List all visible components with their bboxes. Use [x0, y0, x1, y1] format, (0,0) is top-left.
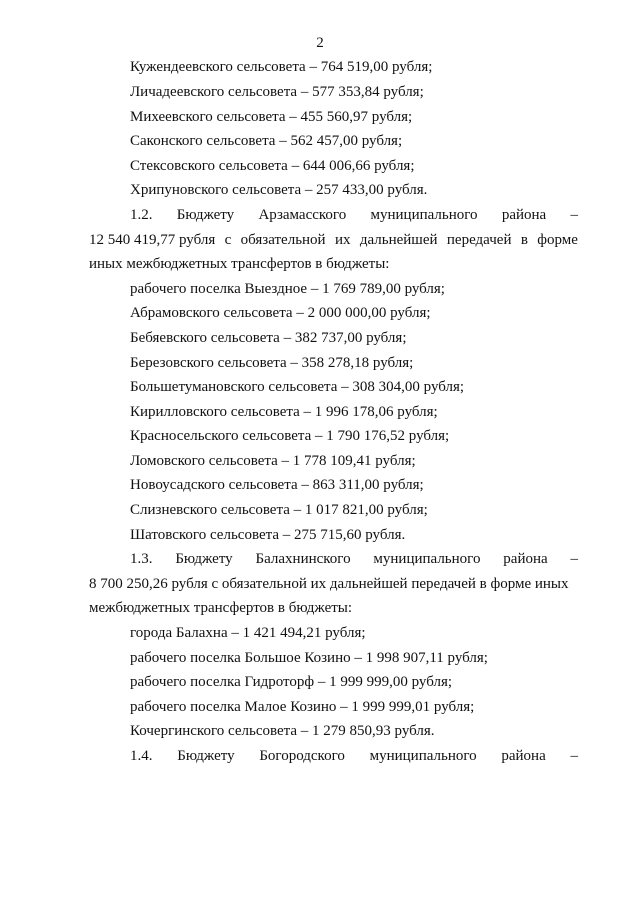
list-item: города Балахна – 1 421 494,21 рубля;: [130, 625, 366, 642]
list-item: Кочергинского сельсовета – 1 279 850,93 рубля.: [130, 723, 435, 740]
clause-word: муниципального: [369, 748, 477, 765]
clause-word: района: [501, 206, 547, 223]
clause-word: 12 540 419,77 рубля: [89, 231, 216, 248]
list-item: рабочего поселка Большое Козино – 1 998 907,11 рубля;: [130, 649, 488, 666]
list-item: Хрипуновского сельсовета – 257 433,00 рубля.: [130, 182, 428, 199]
list-item: Слизневского сельсовета – 1 017 821,00 рубля;: [130, 502, 428, 519]
clause-word: Арзамасского: [258, 206, 347, 223]
list-item: рабочего поселка Гидроторф – 1 999 999,00 рубля;: [130, 674, 453, 691]
list-item: Шатовского сельсовета – 275 715,60 рубля.: [130, 526, 406, 543]
clause-number: 1.4.: [130, 748, 153, 765]
clause-1-3-line-2: 8 700 250,26 рубля с обязательной их дальнейшей передачей в форме иных: [89, 575, 569, 592]
clause-word: их: [334, 231, 351, 248]
clause-number: 1.3.: [130, 551, 153, 568]
list-item: Личадеевского сельсовета – 577 353,84 рубля;: [130, 83, 424, 100]
list-item: Новоусадского сельсовета – 863 311,00 рубля;: [130, 477, 424, 494]
clause-1-2: [89, 203, 578, 277]
clause-word: района: [501, 748, 546, 765]
clause-1-3-line-1: [89, 547, 578, 572]
clause-1-2-line-1: [89, 203, 578, 228]
list-item: Березовского сельсовета – 358 278,18 рубля;: [130, 354, 414, 371]
clause-word: –: [570, 748, 578, 765]
clause-word: –: [570, 551, 578, 568]
clause-1-3: [89, 547, 578, 621]
clause-word: Бюджету: [175, 551, 233, 568]
clause-1-2-line-3: иных межбюджетных трансфертов в бюджеты:: [89, 256, 390, 273]
clause-1-3-line-3: межбюджетных трансфертов в бюджеты:: [89, 600, 353, 617]
clause-1-2-line-2: [89, 228, 578, 253]
list-item: рабочего поселка Выездное – 1 769 789,00 рубля;: [130, 280, 445, 297]
clause-word: передачей: [446, 231, 512, 248]
list-item: Красносельского сельсовета – 1 790 176,52 рубля;: [130, 428, 450, 445]
document-body: [89, 55, 578, 768]
clause-word: обязательной: [240, 231, 326, 248]
clause-word: в: [520, 231, 528, 248]
clause-word: Бюджету: [176, 206, 235, 223]
list-item: Бебяевского сельсовета – 382 737,00 рубля;: [130, 329, 407, 346]
list-item: Михеевского сельсовета – 455 560,97 рубля;: [130, 108, 413, 125]
clause-word: муниципального: [370, 206, 478, 223]
clause-word: –: [570, 206, 578, 223]
clause-word: Бюджету: [177, 748, 235, 765]
clause-1-4-line-1: [89, 744, 578, 769]
list-item: Кирилловского сельсовета – 1 996 178,06 рубля;: [130, 403, 438, 420]
clause-word: Балахнинского: [255, 551, 351, 568]
clause-1-4: [89, 744, 578, 769]
list-item: Большетумановского сельсовета – 308 304,00 рубля;: [130, 379, 465, 396]
list-item: Кужендеевского сельсовета – 764 519,00 рубля;: [130, 59, 433, 76]
clause-number: 1.2.: [130, 206, 153, 223]
list-item: Ломовского сельсовета – 1 778 109,41 рубля;: [130, 452, 416, 469]
list-item: Саконского сельсовета – 562 457,00 рубля;: [130, 133, 403, 150]
list-c: [89, 621, 578, 744]
list-item: Стексовского сельсовета – 644 006,66 рубля;: [130, 157, 415, 174]
page-number: 2: [316, 35, 324, 51]
clause-word: района: [503, 551, 548, 568]
list-b: [89, 277, 578, 548]
clause-word: форме: [537, 231, 578, 248]
clause-word: с: [224, 231, 232, 248]
list-item: рабочего поселка Малое Козино – 1 999 999,01 рубля;: [130, 698, 475, 715]
list-item: Абрамовского сельсовета – 2 000 000,00 рубля;: [130, 305, 431, 322]
list-a: [89, 55, 578, 203]
clause-word: муниципального: [373, 551, 481, 568]
clause-word: Богородского: [259, 748, 345, 765]
clause-word: дальнейшей: [359, 231, 438, 248]
